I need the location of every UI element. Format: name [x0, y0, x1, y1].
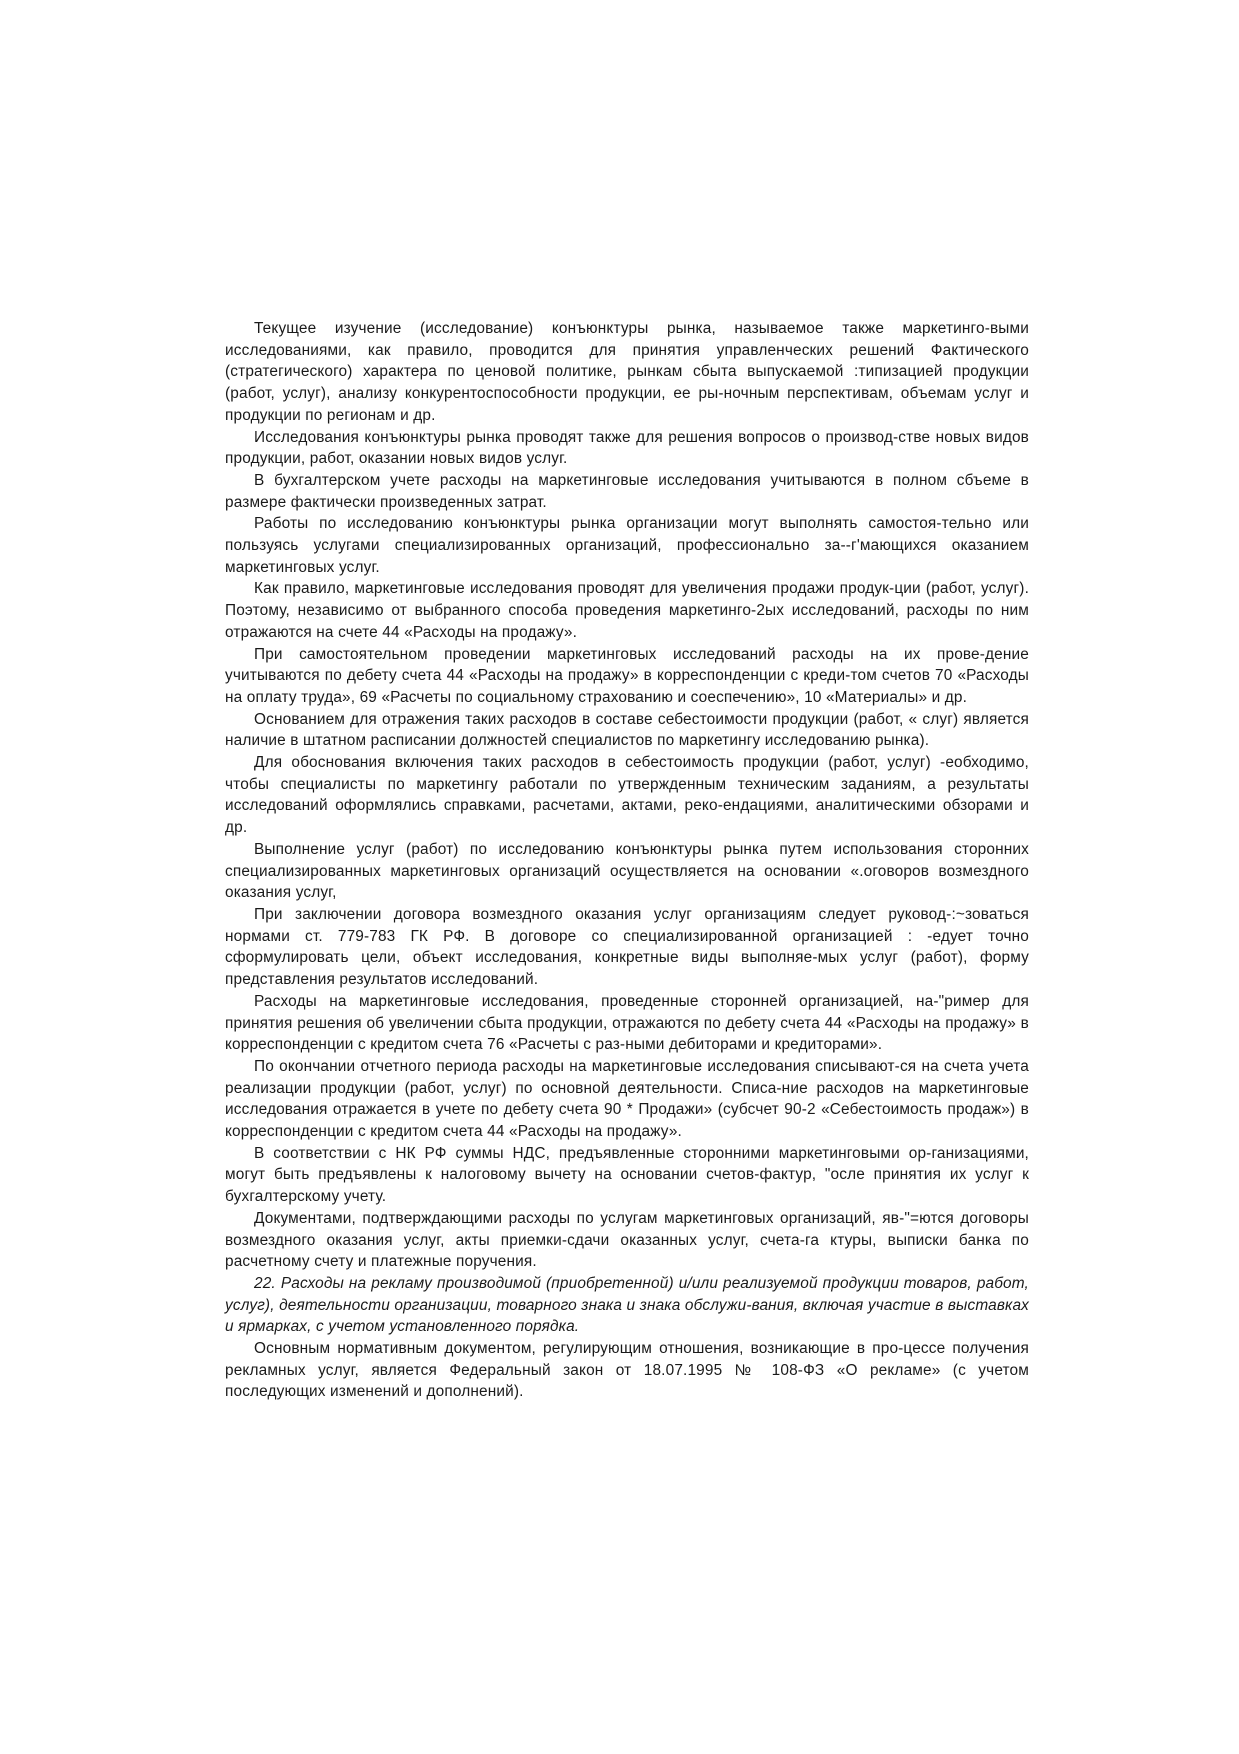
paragraph-9: Выполнение услуг (работ) по исследованию конъюнктуры рынка путем использования сторонних специализированных маркетинговых организаций осуществляется на основании «.оговоров возмездного оказания услуг, — [225, 840, 1029, 902]
paragraph-16: Основным нормативным документом, регулирующим отношения, возникающие в про-цессе получения рекламных услуг, является Федеральный закон от 18.07.1995 № 108-ФЗ «О рекламе» (с учетом последующих изменений и дополнений). — [225, 1340, 1029, 1401]
paragraph-10: При заключении договора возмездного оказания услуг организациям следует руковод-:~зоваться нормами ст. 779-783 ГК РФ. В договоре со специализированной организацией : -едует точно сформулировать цели, объект исследования, конкретные виды выполняе-мых услуг (работ), форму представления результатов исследований. — [225, 905, 1029, 989]
paragraph-13: В соответствии с НК РФ суммы НДС, предъявленные сторонними маркетинговыми ор-ганизациями, могут быть предъявлены к налоговому вычету на основании счетов-фактур, "осле принятия их услуг к бухгалтерскому учету. — [225, 1144, 1029, 1206]
paragraph-3: В бухгалтерском учете расходы на маркетинговые исследования учитываются в полном сбъеме в размере фактически произведенных затрат. — [225, 471, 1029, 511]
paragraph-2: Исследования конъюнктуры рынка проводят также для решения вопросов о производ-стве новых видов продукции, работ, оказании новых видов услуг. — [225, 428, 1029, 468]
paragraph-5: Как правило, маркетинговые исследования проводят для увеличения продажи продук-ции (работ, услуг). Поэтому, независимо от выбранного способа проведения маркетинго-2ых исследований, расходы по ним отражаются на счете 44 «Расходы на продажу». — [225, 580, 1029, 641]
paragraph-7: Основанием для отражения таких расходов в составе себестоимости продукции (работ, « слуг) является наличие в штатном расписании должностей специалистов по маркетингу исследованию рынка). — [225, 710, 1029, 750]
paragraph-1: Текущее изучение (исследование) конъюнктуры рынка, называемое также маркетинго-выми исследованиями, как правило, проводится для принятия управленческих решений Фактического (стратегического) характера по ценовой политике, рынкам сбыта выпускаемой :типизацией продукции (работ, услуг), анализу конкурентоспособности продукции, ее ры-ночным перспективам, объемам услуг и продукции по регионам и др. — [225, 320, 1029, 424]
paragraph-6: При самостоятельном проведении маркетинговых исследований расходы на их прове-дение учитываются по дебету счета 44 «Расходы на продажу» в корреспонденции с креди-том счетов 70 «Расходы на оплату труда», 69 «Расчеты по социальному страхованию и соеспечению», 10 «Материалы» и др. — [225, 645, 1029, 706]
paragraph-14: Документами, подтверждающими расходы по услугам маркетинговых организаций, яв-"=ются договоры возмездного оказания услуг, акты приемки-сдачи оказанных услуг, счета-га ктуры, выписки банка по расчетному счету и платежные поручения. — [225, 1209, 1029, 1271]
paragraph-8: Для обоснования включения таких расходов в себестоимость продукции (работ, услуг) -еобходимо, чтобы специалисты по маркетингу работали по утвержденным техническим заданиям, а результаты исследований оформлялись справками, расчетами, актами, реко-ендациями, аналитическими обзорами и др. — [225, 754, 1029, 837]
paragraph-11: Расходы на маркетинговые исследования, проведенные сторонней организацией, на-"ример для принятия решения об увеличении сбыта продукции, отражаются по дебету счета 44 «Расходы на продажу» в корреспонденции с кредитом счета 76 «Расчеты с раз-ными дебиторами и кредиторами». — [225, 992, 1029, 1054]
paragraph-4: Работы по исследованию конъюнктуры рынка организации могут выполнять самостоя-тельно или пользуясь услугами специализированных организаций, профессионально за--г'мающихся оказанием маркетинговых услуг. — [225, 515, 1029, 576]
document-page — [225, 318, 1029, 1403]
paragraph-12: По окончании отчетного периода расходы на маркетинговые исследования списывают-ся на счета учета реализации продукции (работ, услуг) по основной деятельности. Списа-ние расходов на маркетинговые исследования отражается в учете по дебету счета 90 * Продажи» (субсчет 90-2 «Себестоимость продаж») в корреспонденции с кредитом счета 44 «Расходы на продажу». — [225, 1057, 1029, 1141]
section-heading-22: 22. Расходы на рекламу производимой (приобретенной) и/или реализуемой продукции товаров, работ, услуг), деятельности организации, товарного знака и знака обслужи-вания, включая участие в выставках и ярмарках, с учетом установленного порядка. — [225, 1274, 1029, 1336]
